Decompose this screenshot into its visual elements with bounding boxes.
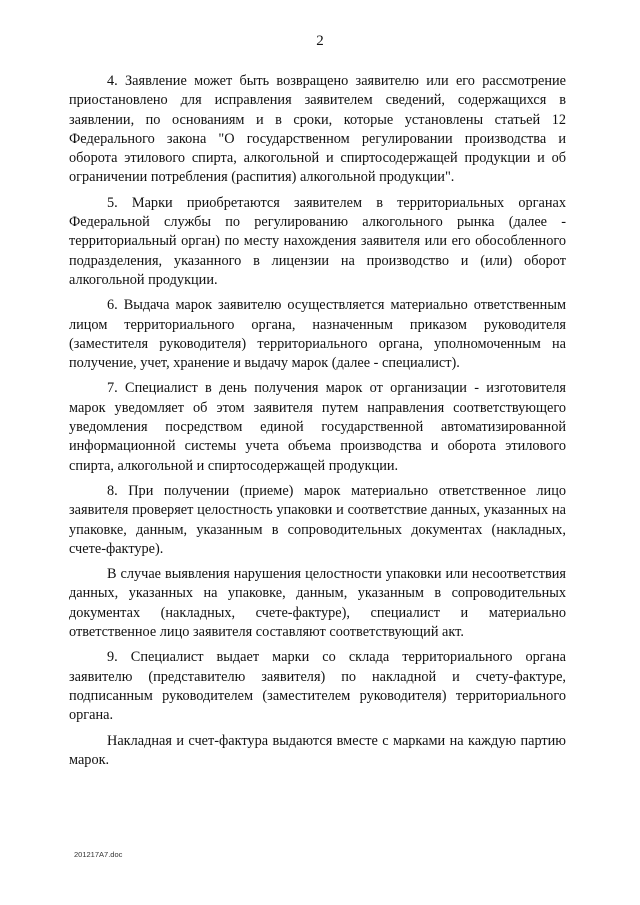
paragraph-7: 7. Специалист в день получения марок от организации - изготовителя марок уведомляет об этом заявителя путем направления соответствующего уведомления посредством единой государственной автоматизированной информационной системы учета объема производства и оборота этилового спирта, алкогольной и спиртосодержащей продукции. <box>69 380 566 474</box>
paragraph-8-violation: В случае выявления нарушения целостности упаковки или несоответствия данных, указанных на упаковке, данным, указанным в сопроводительных документах (накладных, счете-фактуре), специалист и материально ответственное лицо заявителя составляют соответствующий акт. <box>69 566 566 641</box>
paragraph-9-invoice: Накладная и счет-фактура выдаются вместе с марками на каждую партию марок. <box>69 732 566 768</box>
page-number: 2 <box>316 33 324 49</box>
paragraph-9: 9. Специалист выдает марки со склада территориального органа заявителю (представителю заявителя) по накладной и счету-фактуре, подписанным руководителем (заместителем руководителя) территориального органа. <box>69 649 566 724</box>
paragraph-5: 5. Марки приобретаются заявителем в территориальных органах Федеральной службы по регулированию алкогольного рынка (далее - территориальный орган) по месту нахождения заявителя или его обособленного подразделения, указанного в лицензии на производство и (или) оборот алкогольной продукции. <box>69 194 566 288</box>
paragraph-6: 6. Выдача марок заявителю осуществляется материально ответственным лицом территориального органа, назначенным приказом руководителя (заместителя руководителя) территориального органа, уполномоченным на получение, учет, хранение и выдачу марок (далее - специалист). <box>69 297 566 372</box>
paragraph-4: 4. Заявление может быть возвращено заявителю или его рассмотрение приостановлено для исправления заявителем сведений, содержащихся в заявлении, по основаниям и в сроки, которые установлены статьей 12 Федерального закона "О государственном регулировании производства и оборота этилового спирта, алкогольной и спиртосодержащей продукции и об ограничении потребления (распития) алкогольной продукции". <box>69 73 566 186</box>
document-body <box>69 72 566 776</box>
paragraph-8: 8. При получении (приеме) марок материально ответственное лицо заявителя проверяет целостность упаковки и соответствие данных, указанных на упаковке, данным, указанным в сопроводительных документах (накладных, счете-фактуре). <box>69 482 566 557</box>
file-code: 201217A7.doc <box>74 850 123 859</box>
